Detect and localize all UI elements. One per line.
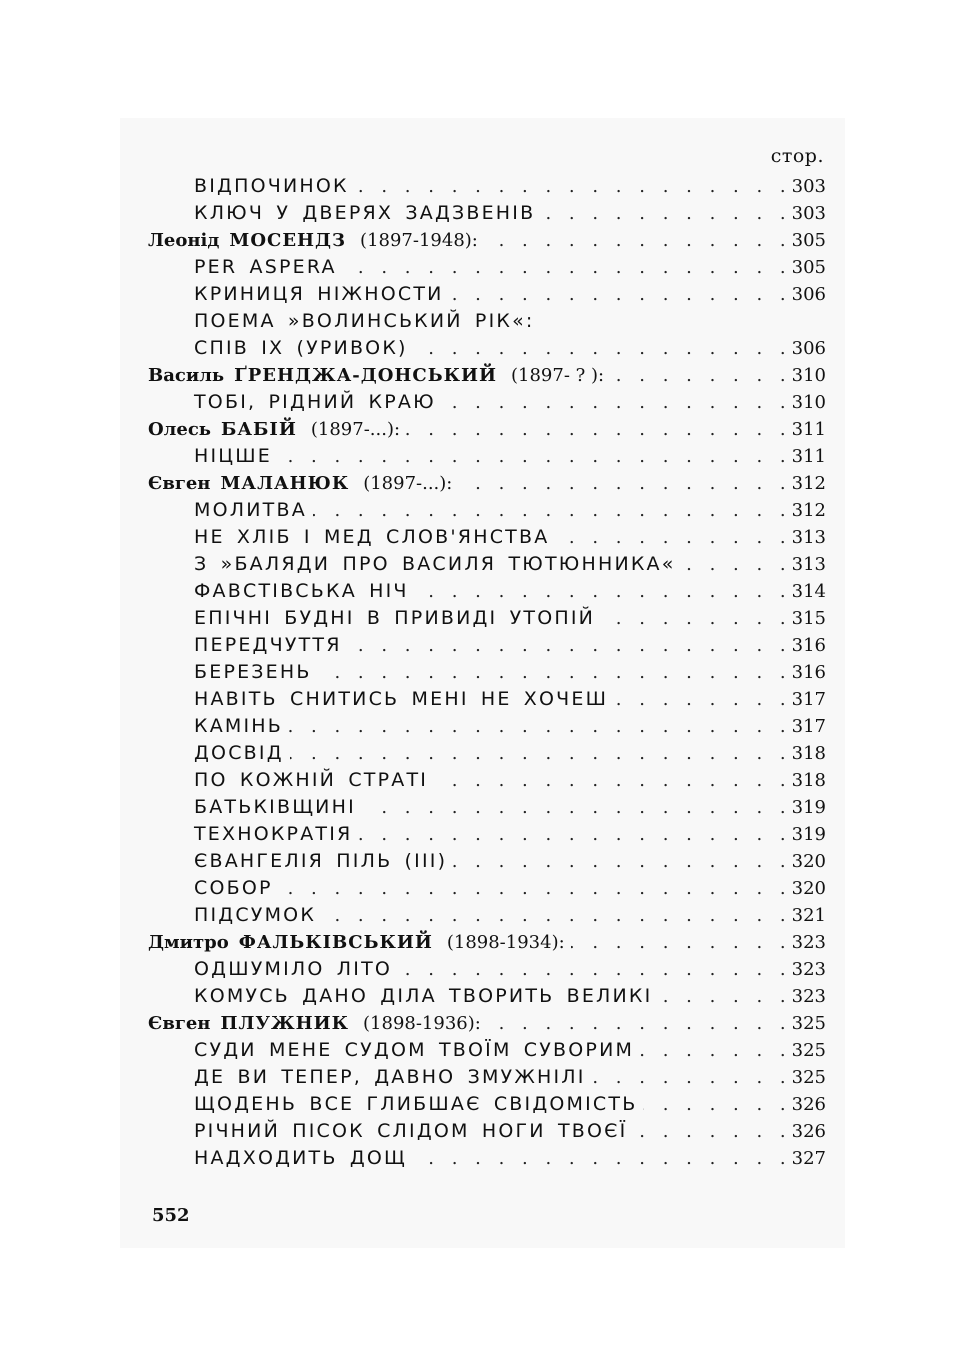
toc-entry-row: [148, 983, 828, 1010]
page-ref: 325: [791, 1040, 826, 1061]
page-ref: 326: [791, 1094, 826, 1115]
poem-title: КЛЮЧ У ДВЕРЯХ ЗАДЗВЕНІВ: [194, 202, 536, 224]
page-ref: 306: [791, 284, 826, 305]
dot-leader: [406, 416, 786, 443]
toc-entry-row: [148, 497, 828, 524]
dot-leader: [682, 551, 786, 578]
page-ref: 311: [791, 446, 826, 467]
page-ref: 310: [791, 392, 826, 413]
poem-title: НІЦШЕ: [194, 445, 272, 467]
dot-leader: [358, 821, 785, 848]
poem-title: КРИНИЦЯ НІЖНОСТИ: [194, 283, 444, 305]
page-ref: 327: [791, 1148, 826, 1169]
page-ref: 306: [791, 338, 826, 359]
toc-entry-row: [148, 659, 828, 686]
poem-title: PER ASPERA: [194, 256, 337, 278]
poem-title: СОБОР: [194, 877, 273, 899]
page-ref: 325: [791, 1067, 826, 1088]
dot-leader: [348, 632, 786, 659]
dot-leader: [633, 1118, 785, 1145]
toc-entry-row: [148, 875, 828, 902]
author-years: (1898-1936):: [363, 1013, 481, 1034]
author-last-name: ФАЛЬКІВСЬКИЙ: [238, 932, 433, 953]
toc-entry-row: [148, 767, 828, 794]
poem-title: ДЕ ВИ ТЕПЕР, ДАВНО ЗМУЖНІЛІ: [194, 1066, 586, 1088]
author-last-name: МАЛАНЮК: [220, 473, 350, 494]
poem-title: КОМУСЬ ДАНО ДІЛА ТВОРИТЬ ВЕЛИКІ: [194, 985, 653, 1007]
author-first-name: Євген: [148, 1013, 211, 1034]
poem-title: ПОЕМА »ВОЛИНСЬКИЙ РІК«:: [194, 310, 535, 332]
dot-leader: [413, 1145, 786, 1172]
page-ref: 319: [791, 824, 826, 845]
poem-title: ДОСВІД: [194, 742, 284, 764]
toc-entry-row: [148, 281, 828, 308]
dot-leader: [571, 929, 786, 956]
author-first-name: Євген: [148, 473, 211, 494]
page-ref: 320: [791, 878, 826, 899]
toc-entry-row: [148, 956, 828, 983]
dot-leader: [415, 578, 786, 605]
toc-entry-row: [148, 173, 828, 200]
dot-leader: [450, 281, 786, 308]
page-ref: 316: [791, 662, 826, 683]
author-last-name: МОСЕНДЗ: [229, 230, 347, 251]
page-ref: 320: [791, 851, 826, 872]
author-years: (1897-1948):: [360, 230, 478, 251]
poem-title: З »БАЛЯДИ ПРО ВАСИЛЯ ТЮТЮННИКА«: [194, 553, 676, 575]
poem-title: МОЛИТВА: [194, 499, 307, 521]
toc-author-row: [148, 362, 828, 389]
poem-title: НЕ ХЛІБ І МЕД СЛОВ'ЯНСТВА: [194, 526, 550, 548]
dot-leader: [658, 983, 785, 1010]
toc-author-row: [148, 1010, 828, 1037]
page-ref: 317: [791, 716, 826, 737]
page-ref: 323: [791, 959, 826, 980]
author-last-name: ҐРЕНДЖА-ДОНСЬКИЙ: [234, 365, 497, 386]
toc-rows: [148, 173, 828, 1172]
poem-title: БАТЬКІВЩИНІ: [194, 796, 356, 818]
toc-author-row: [148, 227, 828, 254]
toc-entry-row: [148, 1037, 828, 1064]
poem-title: РІЧНИЙ ПІСОК СЛІДОМ НОГИ ТВОЄЇ: [194, 1120, 628, 1142]
toc-author-row: [148, 470, 828, 497]
dot-leader: [278, 443, 786, 470]
page-ref: 311: [791, 419, 826, 440]
toc-entry-row: [148, 713, 828, 740]
page-ref: 310: [791, 365, 826, 386]
dot-leader: [592, 1064, 786, 1091]
toc-entry-row: [148, 902, 828, 929]
toc-entry-row: [148, 794, 828, 821]
author-years: (1897- ? ):: [511, 365, 605, 386]
page-ref: 323: [791, 932, 826, 953]
page-ref: 314: [791, 581, 826, 602]
page-ref: 312: [791, 473, 826, 494]
page-ref: 326: [791, 1121, 826, 1142]
poem-title: ЩОДЕНЬ ВСЕ ГЛИБШАЄ СВІДОМІСТЬ: [194, 1093, 638, 1115]
toc-entry-row: [148, 686, 828, 713]
poem-title: ЄВАНГЕЛІЯ ПІЛЬ (III): [194, 850, 448, 872]
toc-entry-row: [148, 335, 828, 362]
author-first-name: Олесь: [148, 419, 211, 440]
author-last-name: БАБІЙ: [221, 419, 297, 440]
poem-title: ФАВСТІВСЬКА НІЧ: [194, 580, 409, 602]
page-ref: 312: [791, 500, 826, 521]
dot-leader: [362, 794, 786, 821]
toc-entry-row: [148, 578, 828, 605]
author-last-name: ПЛУЖНИК: [220, 1013, 350, 1034]
dot-leader: [541, 200, 785, 227]
toc-entry-row: [148, 1145, 828, 1172]
page-ref: 325: [791, 1013, 826, 1034]
dot-leader: [434, 767, 786, 794]
dot-leader: [555, 524, 785, 551]
page-ref: 315: [791, 608, 826, 629]
dot-leader: [398, 956, 786, 983]
dot-leader: [289, 713, 786, 740]
page-ref: 303: [791, 176, 826, 197]
toc-entry-row: [148, 200, 828, 227]
poem-title: ПО КОЖНІЙ СТРАТІ: [194, 769, 429, 791]
page-number: 552: [152, 1205, 190, 1226]
author-years: (1897-...):: [363, 473, 453, 494]
page-ref: 321: [791, 905, 826, 926]
page-ref: 305: [791, 230, 826, 251]
dot-leader: [414, 335, 786, 362]
poem-title: КАМІНЬ: [194, 715, 284, 737]
author-years: (1898-1934):: [446, 932, 565, 953]
toc-entry-row: [148, 308, 828, 335]
dot-leader: [279, 875, 786, 902]
toc-entry-row: [148, 443, 828, 470]
poem-title: ТОБІ, РІДНИЙ КРАЮ: [194, 391, 436, 413]
author-first-name: Дмитро: [148, 932, 229, 953]
toc-entry-row: [148, 1118, 828, 1145]
poem-title: СПІВ IX (УРИВОК): [194, 337, 408, 359]
dot-leader: [313, 497, 786, 524]
page-ref: 313: [791, 527, 826, 548]
poem-title: НАДХОДИТЬ ДОЩ: [194, 1147, 408, 1169]
poem-title: НАВІТЬ СНИТИСЬ МЕНІ НЕ ХОЧЕШ: [194, 688, 609, 710]
toc-entry-row: [148, 848, 828, 875]
toc-entry-row: [148, 740, 828, 767]
page-ref: 318: [791, 770, 826, 791]
toc-entry-row: [148, 389, 828, 416]
toc-entry-row: [148, 254, 828, 281]
dot-leader: [614, 686, 786, 713]
toc-entry-row: [148, 632, 828, 659]
dot-leader: [453, 848, 785, 875]
dot-leader: [487, 1010, 786, 1037]
page-ref: 313: [791, 554, 826, 575]
toc-entry-row: [148, 821, 828, 848]
dot-leader: [640, 1037, 786, 1064]
poem-title: ОДШУМІЛО ЛІТО: [194, 958, 393, 980]
toc-entry-row: [148, 524, 828, 551]
page-ref: 323: [791, 986, 826, 1007]
poem-title: ПІДСУМОК: [194, 904, 317, 926]
toc-entry-row: [148, 1064, 828, 1091]
poem-title: ВІДПОЧИНОК: [194, 175, 349, 197]
page-ref: 305: [791, 257, 826, 278]
page-ref: 319: [791, 797, 826, 818]
author-first-name: Леонід: [148, 230, 220, 251]
poem-title: ПЕРЕДЧУТТЯ: [194, 634, 342, 656]
toc-author-row: [148, 416, 828, 443]
dot-leader: [601, 605, 786, 632]
dot-leader: [343, 254, 786, 281]
page-ref: 318: [791, 743, 826, 764]
page-ref: 317: [791, 689, 826, 710]
toc-entry-row: [148, 605, 828, 632]
author-years: (1897-...):: [310, 419, 401, 440]
dot-leader: [643, 1091, 785, 1118]
dot-leader: [318, 659, 786, 686]
page-ref: 303: [791, 203, 826, 224]
poem-title: ЕПІЧНІ БУДНІ В ПРИВИДІ УТОПІЙ: [194, 607, 596, 629]
dot-leader: [484, 227, 786, 254]
dot-leader: [458, 470, 785, 497]
toc-entry-row: [148, 551, 828, 578]
author-first-name: Василь: [148, 365, 225, 386]
dot-leader: [442, 389, 786, 416]
poem-title: БЕРЕЗЕНЬ: [194, 661, 312, 683]
poem-title: ТЕХНОКРАТІЯ: [194, 823, 353, 845]
dot-leader: [290, 740, 786, 767]
dot-leader: [322, 902, 786, 929]
toc-author-row: [148, 929, 828, 956]
page-ref: 316: [791, 635, 826, 656]
poem-title: СУДИ МЕНЕ СУДОМ ТВОЇМ СУВОРИМ: [194, 1039, 635, 1061]
dot-leader: [610, 362, 786, 389]
dot-leader: [355, 173, 786, 200]
page-column-label: стор.: [770, 145, 824, 167]
toc-entry-row: [148, 1091, 828, 1118]
